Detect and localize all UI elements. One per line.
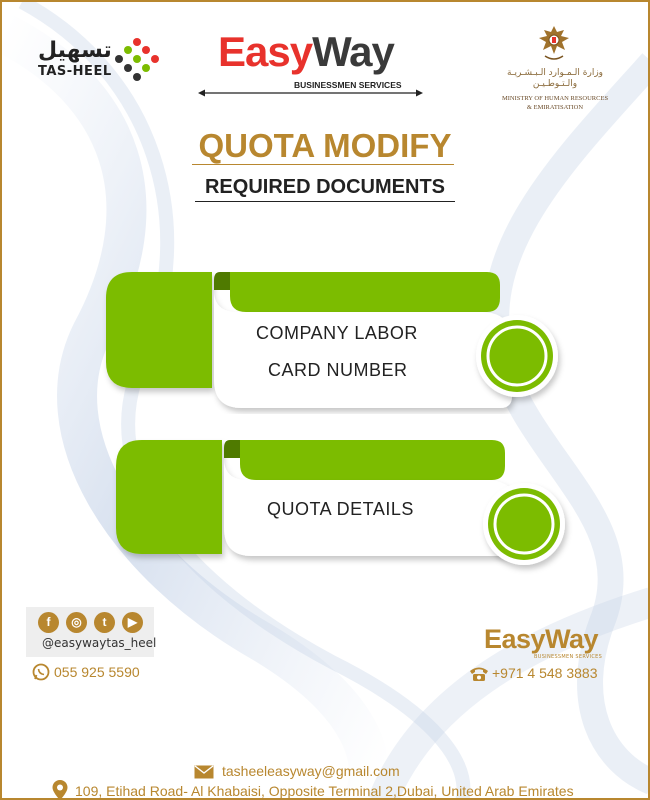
whatsapp-icon [32,663,50,681]
social-handle[interactable]: @easywaytas_heel [42,636,157,650]
ministry-ar-line1: وزارة الـمـوارد الـبـشـريـة [506,68,604,78]
facebook-icon[interactable]: f [38,612,59,633]
easyway-logo-small [484,624,598,655]
document-2-line-1: QUOTA DETAILS [267,499,414,519]
tasheel-dots-icon [112,37,162,85]
ministry-en-line2: & EMIRATISATION [526,104,584,111]
brand-easy-small: Easy [484,624,546,654]
tasheel-logo-text: TAS-HEEL [38,64,112,79]
page-subtitle: REQUIRED DOCUMENTS [204,176,445,198]
ministry-en-line1: MINISTRY OF HUMAN RESOURCES [501,95,609,102]
document-1-line-1: COMPANY LABOR [256,323,418,343]
whatsapp-phone[interactable]: 055 925 5590 [54,664,140,680]
easyway-logo [218,28,394,76]
youtube-icon[interactable]: ▶ [122,612,143,633]
double-arrow-icon [198,88,423,98]
title-underline [192,164,454,165]
instagram-icon[interactable]: ◎ [66,612,87,633]
location-pin-icon [52,780,68,800]
document-1-line-2: CARD NUMBER [268,360,408,380]
address-text: 109, Etihad Road- Al Khabaisi, Opposite Terminal 2,Dubai, United Arab Emirates [75,783,574,799]
brand-way: Way [312,28,394,75]
subtitle-underline [195,201,455,202]
easyway-subtitle: BUSINESSMEN SERVICES [294,80,402,90]
landline-phone[interactable]: +971 4 548 3883 [492,665,598,681]
tasheel-logo-arabic: تسهيل [38,38,112,63]
brand-easy: Easy [218,28,313,75]
uae-emblem-icon [537,24,571,64]
ministry-ar-line2: والـتـوطـيـن [532,79,578,89]
telephone-icon [469,665,489,682]
ministry-name-arabic [490,68,620,90]
mail-icon [194,765,214,779]
email-link[interactable]: tasheeleasyway@gmail.com [222,763,400,779]
ministry-name-english [490,94,620,112]
twitter-icon[interactable]: t [94,612,115,633]
easyway-subtitle-small: BUSINESSMEN SERVICES [534,654,603,660]
brand-way-small: Way [545,624,599,654]
page-title: QUOTA MODIFY [198,127,452,164]
